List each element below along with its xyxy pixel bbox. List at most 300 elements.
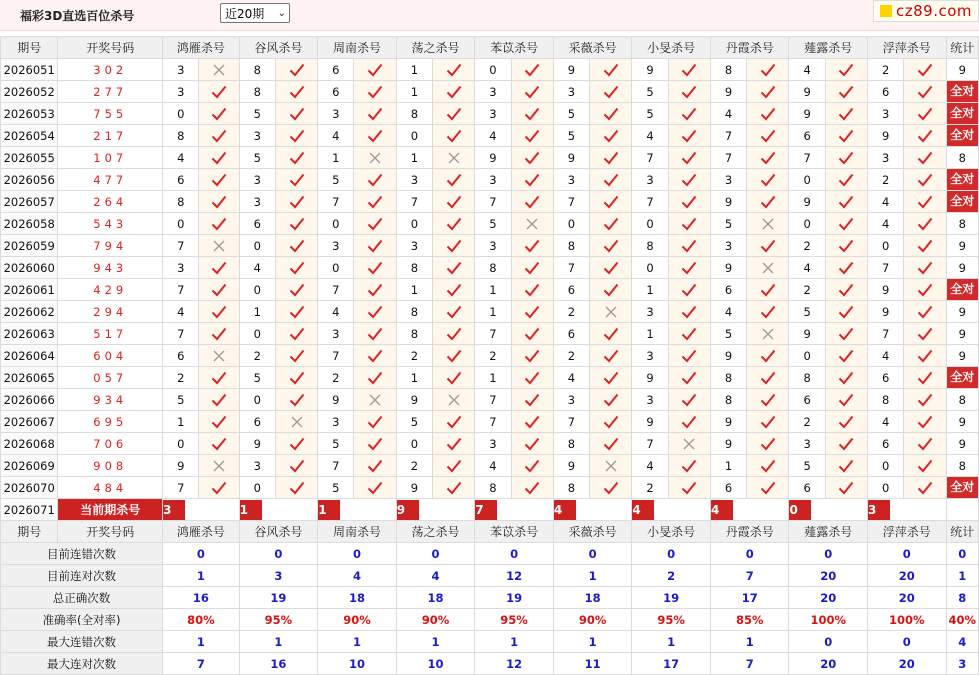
kill-number: 2 <box>553 301 589 323</box>
table-row <box>1 455 979 477</box>
kill-number: 9 <box>396 477 432 499</box>
chevron-down-icon: ⌄ <box>277 8 286 19</box>
summary-value: 3 <box>239 565 318 587</box>
kill-number: 3 <box>396 235 432 257</box>
check-icon <box>747 345 789 367</box>
kill-number: 8 <box>396 323 432 345</box>
kill-number: 5 <box>475 213 511 235</box>
check-icon <box>199 367 239 389</box>
kill-number: 9 <box>868 279 904 301</box>
current-kill-cell <box>632 499 711 521</box>
period-cell: 2026069 <box>1 455 58 477</box>
check-icon <box>275 213 317 235</box>
kill-number: 0 <box>239 389 275 411</box>
check-icon <box>825 81 867 103</box>
cross-icon <box>433 389 475 411</box>
table-row <box>1 279 979 301</box>
header-expert: 丹霞杀号 <box>710 37 789 59</box>
summary-value: 18 <box>318 587 397 609</box>
draw-number: 477 <box>58 169 163 191</box>
check-icon <box>354 411 396 433</box>
check-icon <box>275 389 317 411</box>
kill-number: 6 <box>710 279 746 301</box>
check-icon <box>199 301 239 323</box>
kill-number: 9 <box>710 257 746 279</box>
check-icon <box>433 301 475 323</box>
current-kill-number: 1 <box>318 500 340 520</box>
kill-number: 3 <box>239 169 275 191</box>
kill-number: 4 <box>632 125 668 147</box>
summary-value: 0 <box>789 543 868 565</box>
kill-number: 3 <box>163 257 199 279</box>
page-title: 福彩3D直选百位杀号 <box>20 9 135 23</box>
cross-icon <box>668 433 710 455</box>
check-icon <box>904 345 946 367</box>
check-icon <box>668 455 710 477</box>
check-icon <box>825 433 867 455</box>
kill-number: 6 <box>553 279 589 301</box>
summary-value: 90% <box>553 609 632 631</box>
kill-number: 5 <box>553 125 589 147</box>
header-expert: 鸿雁杀号 <box>163 37 240 59</box>
kill-number: 1 <box>163 411 199 433</box>
check-icon <box>747 389 789 411</box>
kill-number: 7 <box>163 323 199 345</box>
cross-icon <box>747 213 789 235</box>
check-icon <box>275 257 317 279</box>
check-icon <box>275 191 317 213</box>
kill-number: 8 <box>553 477 589 499</box>
kill-number: 8 <box>163 191 199 213</box>
kill-number: 8 <box>396 103 432 125</box>
check-icon <box>904 235 946 257</box>
check-icon <box>904 411 946 433</box>
check-icon <box>275 81 317 103</box>
kill-number: 9 <box>789 81 825 103</box>
kill-table <box>0 36 979 675</box>
check-icon <box>590 125 632 147</box>
kill-number: 7 <box>868 323 904 345</box>
check-icon <box>904 477 946 499</box>
kill-number: 5 <box>789 455 825 477</box>
period-cell: 2026052 <box>1 81 58 103</box>
header-stats: 统计 <box>946 37 978 59</box>
check-icon <box>825 103 867 125</box>
check-icon <box>354 279 396 301</box>
kill-number: 7 <box>318 279 354 301</box>
check-icon <box>668 389 710 411</box>
check-icon <box>747 59 789 81</box>
kill-number: 7 <box>396 191 432 213</box>
period-cell: 2026070 <box>1 477 58 499</box>
kill-number: 7 <box>318 191 354 213</box>
header-draw: 开奖号码 <box>58 521 163 543</box>
site-logo[interactable] <box>873 0 979 22</box>
check-icon <box>747 455 789 477</box>
current-kill-cell <box>396 499 475 521</box>
kill-number: 0 <box>239 477 275 499</box>
draw-number: 908 <box>58 455 163 477</box>
kill-number: 0 <box>868 477 904 499</box>
kill-number: 0 <box>868 455 904 477</box>
cross-icon <box>354 147 396 169</box>
check-icon <box>825 455 867 477</box>
summary-value: 1 <box>318 631 397 653</box>
kill-number: 8 <box>868 389 904 411</box>
summary-value: 2 <box>632 565 711 587</box>
header-expert: 浮萍杀号 <box>868 37 947 59</box>
cross-icon <box>747 257 789 279</box>
kill-number: 2 <box>868 169 904 191</box>
kill-number: 3 <box>710 235 746 257</box>
stat-cell: 8 <box>946 147 978 169</box>
kill-number: 3 <box>396 169 432 191</box>
kill-number: 6 <box>789 125 825 147</box>
kill-number: 3 <box>553 389 589 411</box>
check-icon <box>747 235 789 257</box>
summary-value: 100% <box>868 609 947 631</box>
draw-number: 794 <box>58 235 163 257</box>
table-row <box>1 257 979 279</box>
stat-cell <box>946 103 978 125</box>
check-icon <box>275 345 317 367</box>
header-expert: 荡之杀号 <box>396 37 475 59</box>
summary-value: 1 <box>396 631 475 653</box>
check-icon <box>433 81 475 103</box>
summary-value: 40% <box>946 609 978 631</box>
kill-number: 9 <box>789 191 825 213</box>
kill-number: 6 <box>318 81 354 103</box>
all-correct-badge: 全对 <box>947 125 978 146</box>
kill-number: 5 <box>710 323 746 345</box>
check-icon <box>825 411 867 433</box>
kill-number: 9 <box>632 367 668 389</box>
kill-number: 6 <box>163 169 199 191</box>
check-icon <box>511 477 553 499</box>
check-icon <box>433 477 475 499</box>
check-icon <box>668 103 710 125</box>
kill-number: 2 <box>553 345 589 367</box>
summary-value: 17 <box>710 587 789 609</box>
stat-cell: 9 <box>946 433 978 455</box>
period-cell: 2026068 <box>1 433 58 455</box>
kill-number: 4 <box>318 125 354 147</box>
current-kill-number: 0 <box>789 500 811 520</box>
kill-number: 8 <box>396 301 432 323</box>
check-icon <box>199 279 239 301</box>
summary-value: 0 <box>318 543 397 565</box>
summary-value: 4 <box>946 631 978 653</box>
period-cell: 2026064 <box>1 345 58 367</box>
kill-number: 3 <box>632 345 668 367</box>
kill-number: 0 <box>239 323 275 345</box>
table-row <box>1 213 979 235</box>
kill-number: 0 <box>553 213 589 235</box>
draw-number: 429 <box>58 279 163 301</box>
summary-row <box>1 631 979 653</box>
check-icon <box>747 433 789 455</box>
summary-value: 1 <box>553 565 632 587</box>
check-icon <box>275 455 317 477</box>
check-icon <box>825 191 867 213</box>
stat-cell <box>946 477 978 499</box>
period-cell: 2026060 <box>1 257 58 279</box>
kill-number: 1 <box>632 323 668 345</box>
check-icon <box>825 235 867 257</box>
period-cell: 2026062 <box>1 301 58 323</box>
kill-number: 3 <box>318 323 354 345</box>
check-icon <box>904 279 946 301</box>
stat-cell: 9 <box>946 301 978 323</box>
check-icon <box>668 279 710 301</box>
kill-number: 7 <box>163 235 199 257</box>
check-icon <box>511 455 553 477</box>
kill-number: 9 <box>710 411 746 433</box>
stat-cell <box>946 191 978 213</box>
kill-number: 8 <box>475 257 511 279</box>
check-icon <box>275 125 317 147</box>
summary-label: 最大连错次数 <box>1 631 163 653</box>
table-row <box>1 125 979 147</box>
check-icon <box>590 169 632 191</box>
kill-number: 0 <box>396 125 432 147</box>
kill-number: 9 <box>318 389 354 411</box>
check-icon <box>904 257 946 279</box>
check-icon <box>433 191 475 213</box>
summary-value: 1 <box>632 631 711 653</box>
header-expert: 小旻杀号 <box>632 37 711 59</box>
check-icon <box>668 257 710 279</box>
check-icon <box>433 345 475 367</box>
all-correct-badge: 全对 <box>947 279 978 300</box>
check-icon <box>511 411 553 433</box>
kill-number: 7 <box>632 147 668 169</box>
check-icon <box>904 191 946 213</box>
summary-value: 1 <box>946 565 978 587</box>
check-icon <box>354 257 396 279</box>
summary-value: 90% <box>318 609 397 631</box>
check-icon <box>433 279 475 301</box>
kill-number: 8 <box>239 81 275 103</box>
current-stat-empty <box>946 499 978 521</box>
cross-icon <box>511 213 553 235</box>
summary-value: 11 <box>553 653 632 675</box>
current-kill-cell <box>239 499 318 521</box>
kill-number: 6 <box>789 477 825 499</box>
kill-number: 3 <box>632 169 668 191</box>
kill-number: 3 <box>868 103 904 125</box>
check-icon <box>433 125 475 147</box>
header-expert: 鸿雁杀号 <box>163 521 240 543</box>
table-row <box>1 477 979 499</box>
kill-number: 4 <box>868 191 904 213</box>
kill-number: 3 <box>318 411 354 433</box>
check-icon <box>590 147 632 169</box>
check-icon <box>668 301 710 323</box>
cross-icon <box>433 147 475 169</box>
draw-number: 302 <box>58 59 163 81</box>
current-kill-number: 7 <box>475 500 497 520</box>
draw-number: 294 <box>58 301 163 323</box>
check-icon <box>199 433 239 455</box>
summary-value: 1 <box>163 565 240 587</box>
all-correct-badge: 全对 <box>947 191 978 212</box>
kill-number: 9 <box>475 147 511 169</box>
kill-number: 5 <box>163 389 199 411</box>
period-cell: 2026063 <box>1 323 58 345</box>
check-icon <box>590 411 632 433</box>
period-cell: 2026059 <box>1 235 58 257</box>
summary-value: 16 <box>239 653 318 675</box>
kill-number: 4 <box>789 59 825 81</box>
check-icon <box>825 389 867 411</box>
check-icon <box>354 433 396 455</box>
check-icon <box>433 59 475 81</box>
check-icon <box>904 433 946 455</box>
summary-value: 0 <box>710 543 789 565</box>
summary-value: 16 <box>163 587 240 609</box>
check-icon <box>199 191 239 213</box>
check-icon <box>590 257 632 279</box>
check-icon <box>354 345 396 367</box>
summary-value: 12 <box>475 653 554 675</box>
check-icon <box>747 411 789 433</box>
check-icon <box>199 147 239 169</box>
check-icon <box>590 213 632 235</box>
check-icon <box>590 235 632 257</box>
kill-number: 5 <box>318 169 354 191</box>
summary-value: 17 <box>632 653 711 675</box>
check-icon <box>354 125 396 147</box>
current-period: 2026071 <box>1 499 58 521</box>
check-icon <box>354 367 396 389</box>
current-kill-label: 当前期杀号 <box>58 499 163 521</box>
kill-number: 8 <box>553 235 589 257</box>
table-row <box>1 81 979 103</box>
check-icon <box>354 169 396 191</box>
kill-number: 6 <box>868 81 904 103</box>
stat-cell: 8 <box>946 455 978 477</box>
stat-cell <box>946 367 978 389</box>
kill-number: 7 <box>163 279 199 301</box>
check-icon <box>825 367 867 389</box>
kill-number: 3 <box>239 125 275 147</box>
kill-number: 1 <box>475 279 511 301</box>
stat-cell: 9 <box>946 59 978 81</box>
draw-number: 057 <box>58 367 163 389</box>
kill-number: 7 <box>475 191 511 213</box>
check-icon <box>825 125 867 147</box>
kill-number: 4 <box>632 455 668 477</box>
summary-row <box>1 653 979 675</box>
check-icon <box>590 345 632 367</box>
check-icon <box>354 103 396 125</box>
draw-number: 277 <box>58 81 163 103</box>
kill-number: 9 <box>553 455 589 477</box>
kill-number: 2 <box>396 455 432 477</box>
summary-header-row <box>1 521 979 543</box>
kill-number: 6 <box>710 477 746 499</box>
kill-number: 0 <box>789 345 825 367</box>
check-icon <box>275 301 317 323</box>
check-icon <box>511 323 553 345</box>
check-icon <box>747 301 789 323</box>
check-icon <box>433 257 475 279</box>
kill-number: 7 <box>632 433 668 455</box>
summary-value: 19 <box>239 587 318 609</box>
cross-icon <box>199 455 239 477</box>
kill-number: 2 <box>163 367 199 389</box>
check-icon <box>511 389 553 411</box>
check-icon <box>275 433 317 455</box>
table-row <box>1 367 979 389</box>
kill-number: 5 <box>553 103 589 125</box>
period-cell: 2026051 <box>1 59 58 81</box>
kill-number: 8 <box>710 59 746 81</box>
kill-number: 2 <box>632 477 668 499</box>
period-cell: 2026058 <box>1 213 58 235</box>
check-icon <box>904 213 946 235</box>
summary-row <box>1 609 979 631</box>
summary-value: 20 <box>868 587 947 609</box>
check-icon <box>904 323 946 345</box>
check-icon <box>511 103 553 125</box>
kill-number: 1 <box>396 367 432 389</box>
kill-number: 4 <box>710 103 746 125</box>
header-expert: 苯苡杀号 <box>475 521 554 543</box>
check-icon <box>511 125 553 147</box>
kill-number: 8 <box>475 477 511 499</box>
summary-value: 1 <box>239 631 318 653</box>
current-kill-cell <box>710 499 789 521</box>
summary-value: 7 <box>710 565 789 587</box>
summary-value: 20 <box>789 565 868 587</box>
summary-value: 1 <box>163 631 240 653</box>
cross-icon <box>275 411 317 433</box>
kill-number: 0 <box>163 103 199 125</box>
check-icon <box>590 191 632 213</box>
kill-number: 4 <box>868 213 904 235</box>
summary-value: 0 <box>946 543 978 565</box>
kill-number: 9 <box>710 191 746 213</box>
kill-number: 9 <box>632 59 668 81</box>
summary-value: 80% <box>163 609 240 631</box>
kill-number: 0 <box>318 257 354 279</box>
kill-number: 1 <box>475 367 511 389</box>
kill-number: 3 <box>163 59 199 81</box>
stat-cell <box>946 125 978 147</box>
draw-number: 755 <box>58 103 163 125</box>
kill-number: 4 <box>868 411 904 433</box>
kill-number: 2 <box>789 235 825 257</box>
summary-value: 0 <box>632 543 711 565</box>
kill-number: 9 <box>868 125 904 147</box>
stat-cell: 9 <box>946 235 978 257</box>
kill-number: 0 <box>789 213 825 235</box>
kill-number: 0 <box>632 257 668 279</box>
check-icon <box>199 103 239 125</box>
check-icon <box>199 125 239 147</box>
kill-number: 5 <box>239 103 275 125</box>
range-select[interactable] <box>220 3 290 23</box>
check-icon <box>668 191 710 213</box>
draw-number: 107 <box>58 147 163 169</box>
summary-value: 100% <box>789 609 868 631</box>
kill-number: 0 <box>789 169 825 191</box>
kill-number: 2 <box>789 411 825 433</box>
header-stats: 统计 <box>946 521 978 543</box>
summary-value: 0 <box>868 631 947 653</box>
